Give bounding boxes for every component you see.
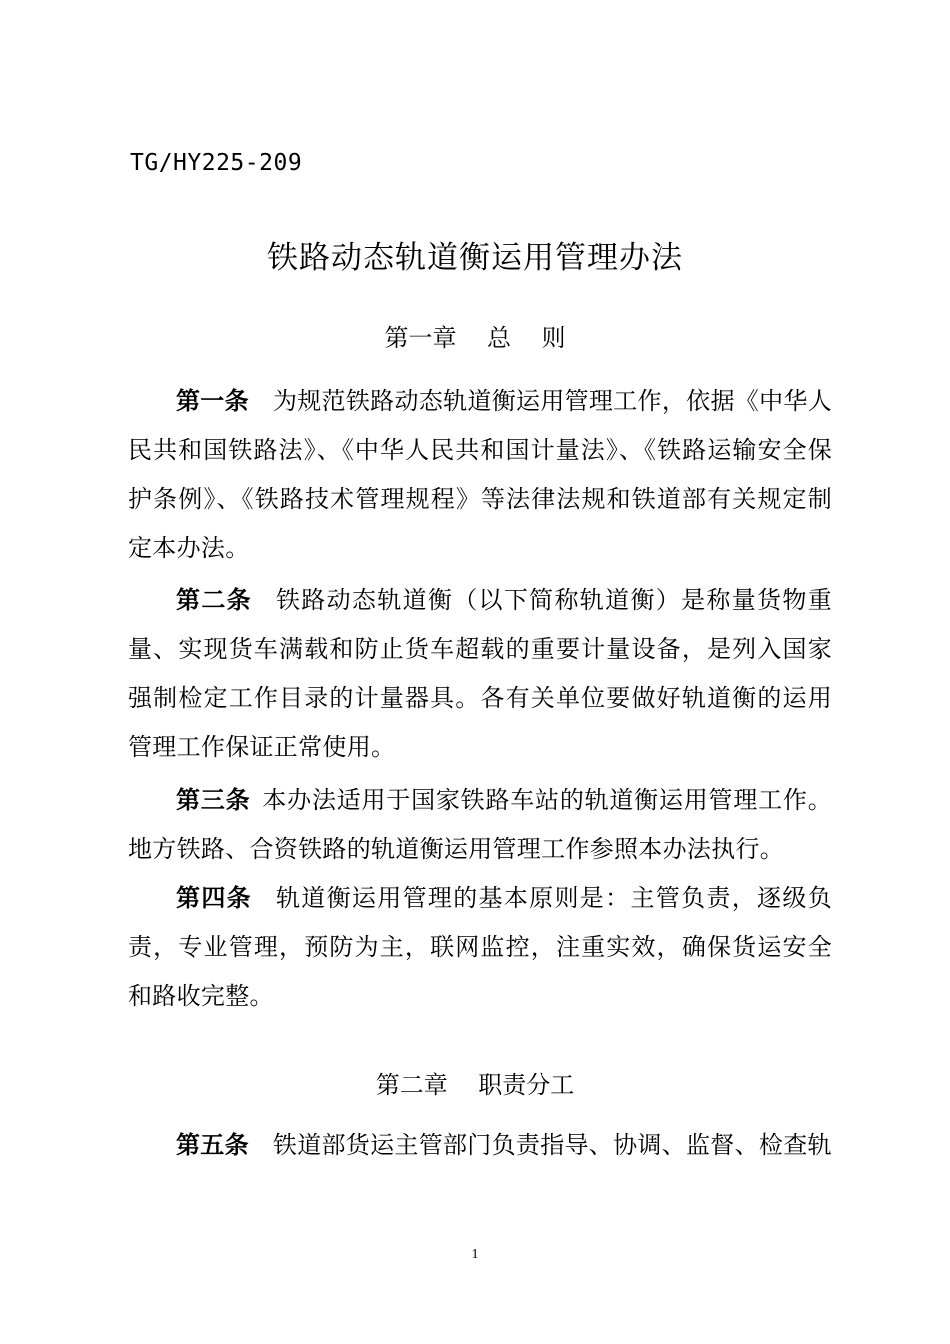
article-text: 为规范铁路动态轨道衡运用管理工作，依据《中华人民共和国铁路法》、《中华人民共和国计量法》、《铁路运输安全保护条例》、《铁路技术管理规程》等法律法规和铁道部有关规定制定本办法。 xyxy=(128,387,833,562)
article-3 xyxy=(128,776,832,874)
document-title: 铁路动态轨道衡运用管理办法 xyxy=(267,240,683,276)
article-label: 第一条 xyxy=(176,387,249,415)
article-2 xyxy=(128,576,832,772)
document-code: TG/HY225-209 xyxy=(130,150,303,176)
article-text: 本办法适用于国家铁路车站的轨道衡运用管理工作。地方铁路、合资铁路的轨道衡运用管理工作参照本办法执行。 xyxy=(128,786,832,863)
article-label: 第三条 xyxy=(176,786,251,814)
chapter-heading-1: 第一章 总 则 xyxy=(384,324,566,352)
page-number: 1 xyxy=(471,1247,479,1262)
article-5 xyxy=(128,1121,832,1170)
article-1 xyxy=(128,377,832,573)
article-text: 铁路动态轨道衡（以下简称轨道衡）是称量货物重量、实现货车满载和防止货车超载的重要计量设备，是列入国家强制检定工作目录的计量器具。各有关单位要做好轨道衡的运用管理工作保证正常使用。 xyxy=(128,586,832,761)
article-label: 第五条 xyxy=(176,1131,249,1159)
article-text: 铁道部货运主管部门负责指导、协调、监督、检查轨 xyxy=(272,1131,832,1159)
article-text: 轨道衡运用管理的基本原则是：主管负责，逐级负责，专业管理，预防为主，联网监控，注重实效，确保货运安全和路收完整。 xyxy=(128,884,832,1010)
article-label: 第四条 xyxy=(176,884,252,912)
article-4 xyxy=(128,874,832,1021)
article-label: 第二条 xyxy=(176,586,252,614)
chapter-heading-2: 第二章 职责分工 xyxy=(375,1071,575,1099)
